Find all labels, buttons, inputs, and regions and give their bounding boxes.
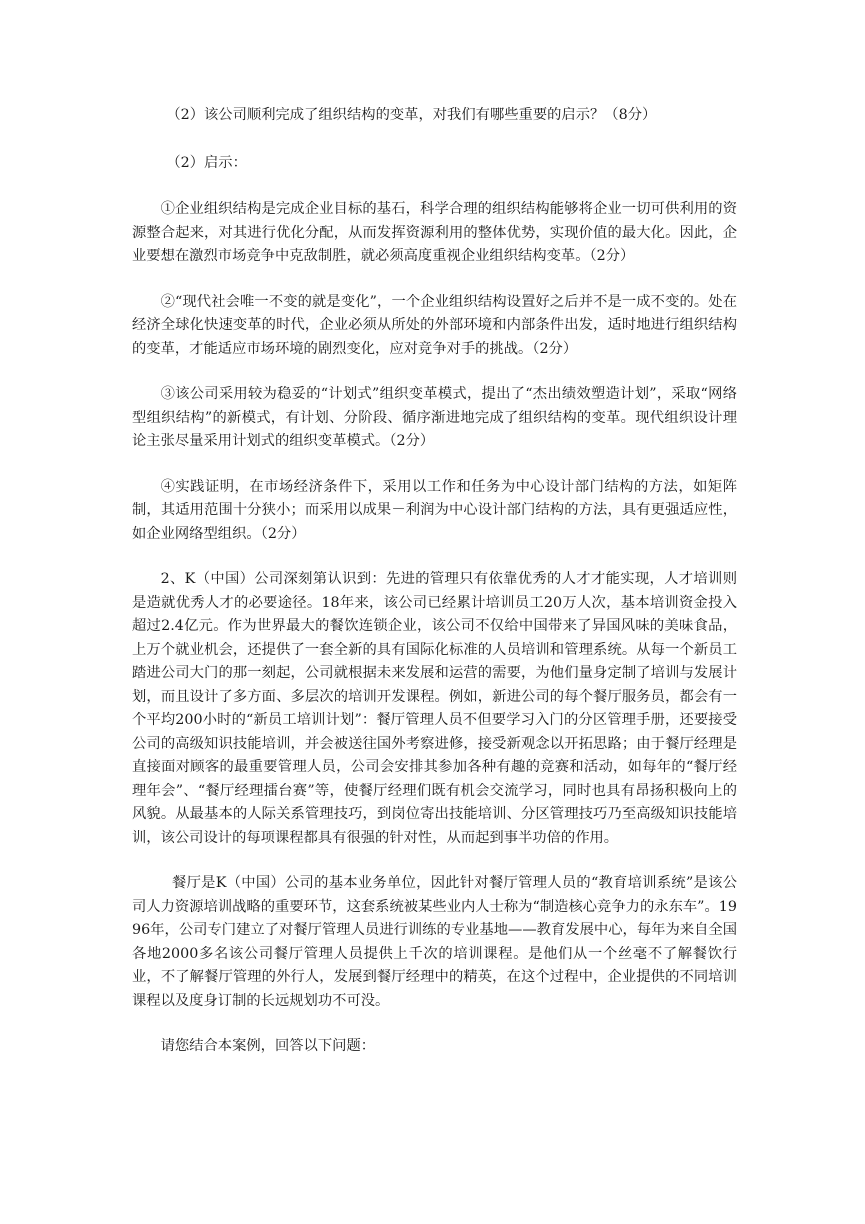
case-2-paragraph-2: 餐厅是K（中国）公司的基本业务单位，因此针对餐厅管理人员的“教育培训系统”是该公司人力资源培训战略的重要环节，这套系统被某些业内人士称为“制造核心竞争力的永东车”。1996年，公司专门建立了对餐厅管理人员进行训练的专业基地——教育发展中心，每年为来自全国各地2000多名该公司餐厅管理人员提供上千次的培训课程。是他们从一个丝毫不了解餐饮行业，不了解餐厅管理的外行人，发展到餐厅经理中的精英，在这个过程中，企业提供的不同培训课程以及度身订制的长远规划功不可没。 (132, 875, 737, 1009)
answer-point-3: ③该公司采用较为稳妥的“计划式”组织变革模式，提出了“杰出绩效塑造计划”，采取“网络型组织结构”的新模式，有计划、分阶段、循序渐进地完成了组织结构的变革。现代组织设计理论主张尽量采用计划式的组织变革模式。（2分） (132, 386, 737, 449)
question-2: （2）该公司顺利完成了组织结构的变革，对我们有哪些重要的启示？（8分） (166, 107, 657, 123)
answer-point-2: ②“现代社会唯一不变的就是变化”，一个企业组织结构设置好之后并不是一成不变的。处在经济全球化快速变革的时代，企业必须从所处的外部环境和内部条件出发，适时地进行组织结构的变革，才能适应市场环境的剧烈变化，应对竞争对手的挑战。（2分） (132, 293, 737, 357)
answer-point-1: ①企业组织结构是完成企业目标的基石，科学合理的组织结构能够将企业一切可供利用的资源整合起来，对其进行优化分配，从而发挥资源利用的整体优势，实现价值的最大化。因此，企业要想在激烈市场竞争中克敌制胜，就必须高度重视企业组织结构变革。（2分） (132, 201, 737, 264)
case-2-paragraph-1: 2、K（中国）公司深刻第认识到：先进的管理只有依靠优秀的人才才能实现，人才培训则是造就优秀人才的必要途径。18年来，该公司已经累计培训员工20万人次，基本培训资金投入超过2.4亿元。作为世界最大的餐饮连锁企业，该公司不仅给中国带来了异国风味的美味食品，上万个就业机会，还提供了一套全新的具有国际化标准的人员培训和管理系统。从每一个新员工踏进公司大门的那一刻起，公司就根据未来发展和运营的需要，为他们量身定制了培训与发展计划，而且设计了多方面、多层次的培训开发课程。例如，新进公司的每个餐厅服务员，都会有一个平均200小时的“新员工培训计划”：餐厅管理人员不但要学习入门的分区管理手册，还要接受公司的高级知识技能培训，并会被送往国外考察进修，接受新观念以开拓思路；由于餐厅经理是直接面对顾客的最重要管理人员，公司会安排其参加各种有趣的竞赛和活动，如每年的“餐厅经理年会”、“餐厅经理擂台赛”等，使餐厅经理们既有机会交流学习，同时也具有昂扬积极向上的风貌。从最基本的人际关系管理技巧，到岗位寄出技能培训、分区管理技巧乃至高级知识技能培训，该公司设计的每项课程都具有很强的针对性，从而起到事半功倍的作用。 (132, 571, 737, 846)
closing-prompt: 请您结合本案例，回答以下问题： (160, 1038, 376, 1054)
answer-heading: （2）启示： (166, 154, 247, 171)
document-body (132, 104, 737, 1081)
answer-point-4: ④实践证明，在市场经济条件下，采用以工作和任务为中心设计部门结构的方法，如矩阵制，其适用范围十分狭小；而采用以成果－利润为中心设计部门结构的方法，具有更强适应性，如企业网络型组织。（2分） (132, 478, 737, 542)
